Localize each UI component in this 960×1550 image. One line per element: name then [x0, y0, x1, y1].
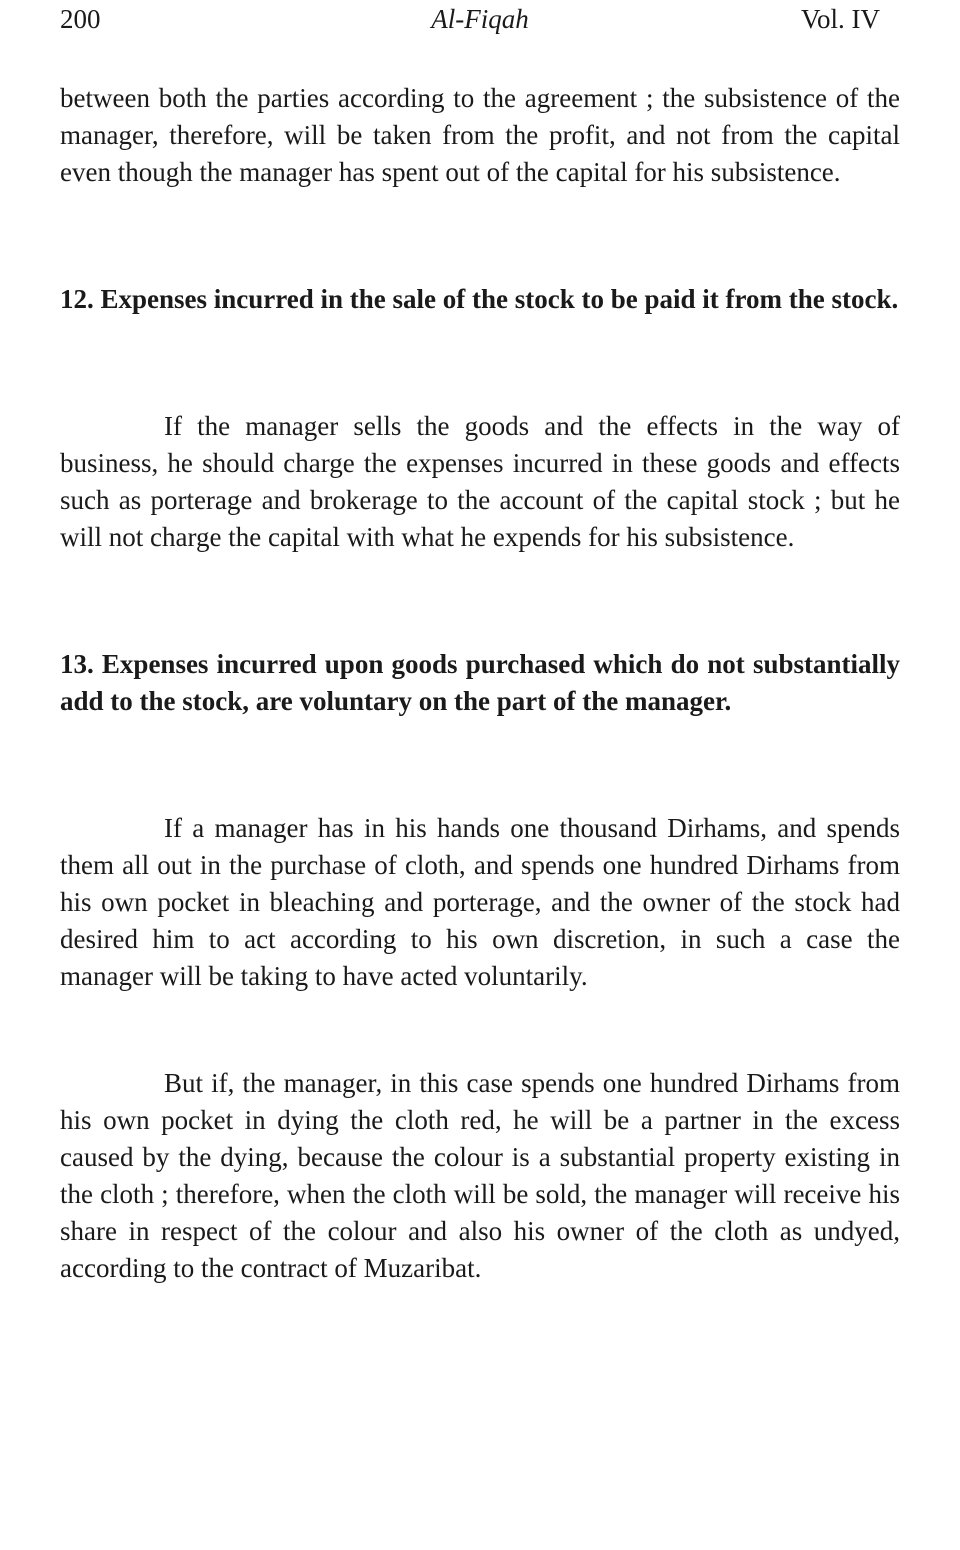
section-heading-12: 12. Expenses incurred in the sale of the stock to be paid it from the stock.: [60, 284, 899, 314]
book-title: Al-Fiqah: [431, 4, 529, 34]
book-page: [60, 0, 900, 1287]
paragraph-dyeing-case: But if, the manager, in this case spends one hundred Dirhams from his own pocket in dying the cloth red, he will be a partner in the excess caused by the dying, because the colour is a substantial property existing in the cloth ; therefore, when the cloth will be sold, the manager will receive his share in respect of the colour and also his owner of the cloth as undyed, according to the contract of Muzaribat.: [60, 1068, 900, 1283]
paragraph-voluntary-expenses: If a manager has in his hands one thousand Dirhams, and spends them all out in the purchase of cloth, and spends one hundred Dirhams from his own pocket in bleaching and porterage, and the owner of the stock had desired him to act according to his own discretion, in such a case the manager will be taking to have acted voluntarily.: [60, 813, 900, 991]
running-header: [60, 4, 900, 44]
page-number: 200: [60, 4, 101, 34]
paragraph-continuation: between both the parties according to the agreement ; the subsistence of the manager, therefore, will be taken from the profit, and not from the capital even though the manager has spent out of the capital for his subsistence.: [60, 83, 900, 187]
section-heading-13: 13. Expenses incurred upon goods purchased which do not substantially add to the stock, are voluntary on the part of the manager.: [60, 649, 900, 716]
volume-label: Vol. IV: [800, 4, 880, 34]
paragraph-sale-expenses: If the manager sells the goods and the effects in the way of business, he should charge the expenses incurred in these goods and effects such as porterage and brokerage to the account of the capital stock ; but he will not charge the capital with what he expends for his subsistence.: [60, 411, 900, 552]
